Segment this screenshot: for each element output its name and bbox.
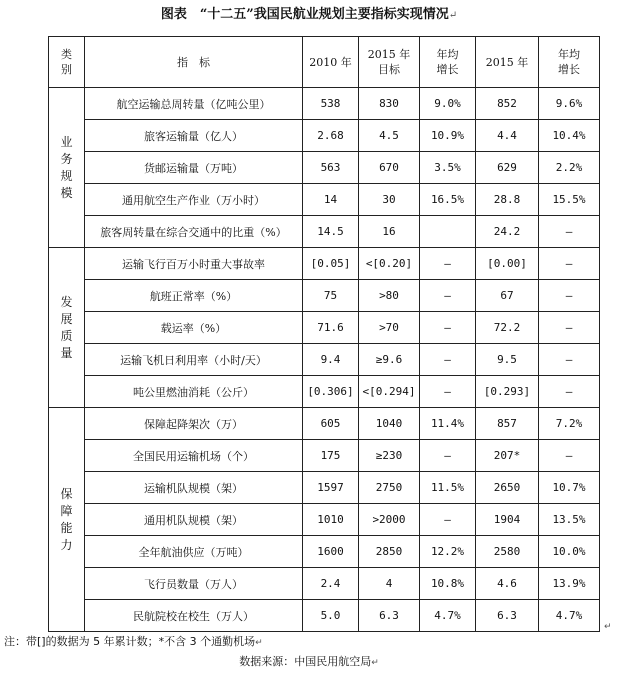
indicator-table <box>48 36 600 632</box>
value-2010-cell: 14 <box>303 184 359 216</box>
indicator-cell: 货邮运输量（万吨） <box>85 152 303 184</box>
category-cell: 发 展 质 量 <box>49 248 85 408</box>
growth-target-cell: – <box>420 440 476 472</box>
growth-target-cell: 10.8% <box>420 568 476 600</box>
growth-target-cell: 11.5% <box>420 472 476 504</box>
target-2015-cell: >80 <box>359 280 420 312</box>
indicator-cell: 通用航空生产作业（万小时） <box>85 184 303 216</box>
table-row <box>49 280 600 312</box>
target-2015-cell: >2000 <box>359 504 420 536</box>
growth-target-cell: – <box>420 504 476 536</box>
value-2010-cell: 2.4 <box>303 568 359 600</box>
target-2015-cell: 4 <box>359 568 420 600</box>
growth-target-cell: 4.7% <box>420 600 476 632</box>
actual-2015-cell: [0.00] <box>476 248 539 280</box>
growth-target-cell: – <box>420 280 476 312</box>
actual-2015-cell: 207* <box>476 440 539 472</box>
actual-2015-cell: 24.2 <box>476 216 539 248</box>
table-row <box>49 184 600 216</box>
value-2010-cell: 9.4 <box>303 344 359 376</box>
table-row <box>49 536 600 568</box>
growth-actual-cell: – <box>539 440 600 472</box>
footnote-mark: ↵ <box>255 638 263 648</box>
value-2010-cell: 2.68 <box>303 120 359 152</box>
actual-2015-cell: 67 <box>476 280 539 312</box>
growth-actual-cell: – <box>539 280 600 312</box>
table-row <box>49 120 600 152</box>
target-2015-cell: 16 <box>359 216 420 248</box>
indicator-cell: 航班正常率（%） <box>85 280 303 312</box>
actual-2015-cell: 629 <box>476 152 539 184</box>
value-2010-cell: 605 <box>303 408 359 440</box>
header-indicator: 指 标 <box>85 37 303 88</box>
indicator-cell: 运输飞行百万小时重大事故率 <box>85 248 303 280</box>
actual-2015-cell: 72.2 <box>476 312 539 344</box>
actual-2015-cell: 9.5 <box>476 344 539 376</box>
table-row <box>49 376 600 408</box>
growth-actual-cell: – <box>539 312 600 344</box>
value-2010-cell: 1010 <box>303 504 359 536</box>
growth-target-cell: – <box>420 248 476 280</box>
growth-actual-cell: 4.7% <box>539 600 600 632</box>
value-2010-cell: 75 <box>303 280 359 312</box>
table-row <box>49 216 600 248</box>
indicator-cell: 旅客运输量（亿人） <box>85 120 303 152</box>
table-row <box>49 248 600 280</box>
target-2015-cell: 830 <box>359 88 420 120</box>
table-row <box>49 408 600 440</box>
growth-target-cell: 10.9% <box>420 120 476 152</box>
value-2010-cell: 5.0 <box>303 600 359 632</box>
target-2015-cell: 2750 <box>359 472 420 504</box>
table-row <box>49 568 600 600</box>
target-2015-cell: 670 <box>359 152 420 184</box>
actual-2015-cell: 6.3 <box>476 600 539 632</box>
figure-title-text: 图表 “十二五”我国民航业规划主要指标实现情况 <box>160 7 449 22</box>
growth-target-cell: 9.0% <box>420 88 476 120</box>
target-2015-cell: >70 <box>359 312 420 344</box>
table-row <box>49 440 600 472</box>
value-2010-cell: 71.6 <box>303 312 359 344</box>
growth-actual-cell: 13.9% <box>539 568 600 600</box>
figure-title <box>0 3 618 22</box>
value-2010-cell: [0.05] <box>303 248 359 280</box>
growth-actual-cell: – <box>539 216 600 248</box>
paragraph-mark: ↵ <box>448 10 458 21</box>
category-cell: 业 务 规 模 <box>49 88 85 248</box>
table-row <box>49 152 600 184</box>
indicator-cell: 航空运输总周转量（亿吨公里） <box>85 88 303 120</box>
table-row <box>49 344 600 376</box>
indicator-cell: 载运率（%） <box>85 312 303 344</box>
header-2010: 2010 年 <box>303 37 359 88</box>
actual-2015-cell: 2580 <box>476 536 539 568</box>
indicator-cell: 民航院校在校生（万人） <box>85 600 303 632</box>
indicator-cell: 通用机队规模（架） <box>85 504 303 536</box>
table-end-mark: ↵ <box>604 622 612 632</box>
value-2010-cell: 538 <box>303 88 359 120</box>
category-cell: 保 障 能 力 <box>49 408 85 632</box>
actual-2015-cell: 28.8 <box>476 184 539 216</box>
indicator-cell: 吨公里燃油消耗（公斤） <box>85 376 303 408</box>
growth-actual-cell: – <box>539 344 600 376</box>
data-source-text: 数据来源：中国民用航空局 <box>239 655 372 668</box>
growth-actual-cell: 10.4% <box>539 120 600 152</box>
header-2015-target: 2015 年 目标 <box>359 37 420 88</box>
value-2010-cell: 14.5 <box>303 216 359 248</box>
table-row <box>49 88 600 120</box>
actual-2015-cell: 2650 <box>476 472 539 504</box>
target-2015-cell: ≥9.6 <box>359 344 420 376</box>
table-body <box>49 88 600 632</box>
value-2010-cell: 563 <box>303 152 359 184</box>
header-row <box>49 37 600 88</box>
table-row <box>49 472 600 504</box>
indicator-cell: 飞行员数量（万人） <box>85 568 303 600</box>
target-2015-cell: <[0.294] <box>359 376 420 408</box>
table-row <box>49 504 600 536</box>
actual-2015-cell: 4.6 <box>476 568 539 600</box>
footnote-text: 注：带[]的数据为 5 年累计数；*不含 3 个通勤机场 <box>4 635 256 648</box>
target-2015-cell: 4.5 <box>359 120 420 152</box>
actual-2015-cell: 857 <box>476 408 539 440</box>
indicator-cell: 全年航油供应（万吨） <box>85 536 303 568</box>
growth-actual-cell: 7.2% <box>539 408 600 440</box>
indicator-cell: 全国民用运输机场（个） <box>85 440 303 472</box>
table-row <box>49 600 600 632</box>
growth-target-cell: 16.5% <box>420 184 476 216</box>
value-2010-cell: 175 <box>303 440 359 472</box>
actual-2015-cell: 852 <box>476 88 539 120</box>
table-row <box>49 312 600 344</box>
target-2015-cell: 30 <box>359 184 420 216</box>
value-2010-cell: [0.306] <box>303 376 359 408</box>
growth-target-cell: – <box>420 376 476 408</box>
header-2015-actual: 2015 年 <box>476 37 539 88</box>
growth-target-cell <box>420 216 476 248</box>
header-growth-actual: 年均 增长 <box>539 37 600 88</box>
growth-actual-cell: 15.5% <box>539 184 600 216</box>
growth-actual-cell: 10.0% <box>539 536 600 568</box>
indicator-cell: 运输机队规模（架） <box>85 472 303 504</box>
target-2015-cell: ≥230 <box>359 440 420 472</box>
growth-actual-cell: – <box>539 376 600 408</box>
target-2015-cell: 1040 <box>359 408 420 440</box>
growth-target-cell: 3.5% <box>420 152 476 184</box>
target-2015-cell: 6.3 <box>359 600 420 632</box>
growth-actual-cell: 2.2% <box>539 152 600 184</box>
source-mark: ↵ <box>371 658 379 668</box>
growth-actual-cell: 10.7% <box>539 472 600 504</box>
actual-2015-cell: 4.4 <box>476 120 539 152</box>
indicator-cell: 旅客周转量在综合交通中的比重（%） <box>85 216 303 248</box>
footnote <box>4 633 263 649</box>
data-source <box>0 653 618 669</box>
header-category: 类 别 <box>49 37 85 88</box>
growth-target-cell: 12.2% <box>420 536 476 568</box>
value-2010-cell: 1600 <box>303 536 359 568</box>
header-growth-target: 年均 增长 <box>420 37 476 88</box>
indicator-cell: 保障起降架次（万） <box>85 408 303 440</box>
value-2010-cell: 1597 <box>303 472 359 504</box>
actual-2015-cell: [0.293] <box>476 376 539 408</box>
growth-actual-cell: 9.6% <box>539 88 600 120</box>
target-2015-cell: 2850 <box>359 536 420 568</box>
indicator-cell: 运输飞机日利用率（小时/天） <box>85 344 303 376</box>
growth-actual-cell: – <box>539 248 600 280</box>
growth-target-cell: – <box>420 312 476 344</box>
actual-2015-cell: 1904 <box>476 504 539 536</box>
growth-target-cell: 11.4% <box>420 408 476 440</box>
growth-actual-cell: 13.5% <box>539 504 600 536</box>
growth-target-cell: – <box>420 344 476 376</box>
target-2015-cell: <[0.20] <box>359 248 420 280</box>
